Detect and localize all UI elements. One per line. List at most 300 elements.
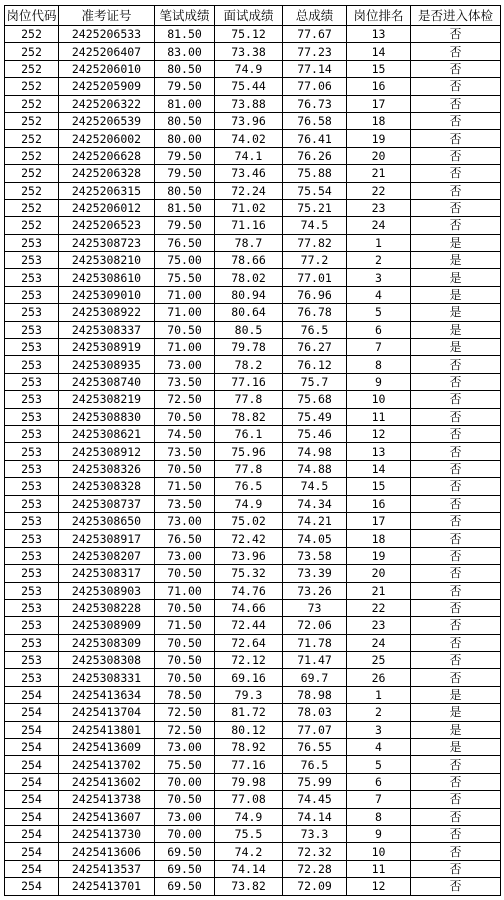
cell-exam-id: 2425308740: [59, 373, 155, 390]
cell-interview-score: 78.92: [215, 739, 283, 756]
cell-position-code: 254: [5, 704, 59, 721]
cell-total-score: 77.82: [283, 234, 347, 251]
cell-total-score: 72.32: [283, 843, 347, 860]
cell-written-score: 79.50: [155, 217, 215, 234]
cell-rank: 11: [347, 408, 411, 425]
cell-position-code: 253: [5, 634, 59, 651]
header-row: [5, 6, 501, 26]
cell-rank: 3: [347, 721, 411, 738]
cell-interview-score: 75.12: [215, 26, 283, 43]
cell-interview-score: 71.02: [215, 199, 283, 216]
cell-physical-exam: 否: [411, 512, 501, 529]
cell-interview-score: 80.64: [215, 304, 283, 321]
cell-interview-score: 79.78: [215, 339, 283, 356]
cell-physical-exam: 否: [411, 773, 501, 790]
cell-written-score: 75.50: [155, 269, 215, 286]
cell-exam-id: 2425413537: [59, 860, 155, 877]
cell-position-code: 252: [5, 182, 59, 199]
cell-position-code: 254: [5, 878, 59, 895]
cell-physical-exam: 否: [411, 425, 501, 442]
cell-rank: 9: [347, 825, 411, 842]
cell-written-score: 75.00: [155, 252, 215, 269]
cell-total-score: 73: [283, 599, 347, 616]
table-row: [5, 756, 501, 773]
cell-interview-score: 73.88: [215, 95, 283, 112]
cell-total-score: 78.98: [283, 686, 347, 703]
table-row: [5, 78, 501, 95]
cell-interview-score: 74.02: [215, 130, 283, 147]
cell-position-code: 253: [5, 547, 59, 564]
cell-written-score: 76.50: [155, 234, 215, 251]
cell-interview-score: 78.7: [215, 234, 283, 251]
cell-written-score: 71.50: [155, 617, 215, 634]
cell-physical-exam: 否: [411, 825, 501, 842]
cell-total-score: 73.26: [283, 582, 347, 599]
cell-written-score: 73.50: [155, 495, 215, 512]
cell-total-score: 76.55: [283, 739, 347, 756]
cell-position-code: 253: [5, 286, 59, 303]
cell-position-code: 252: [5, 199, 59, 216]
cell-position-code: 252: [5, 26, 59, 43]
cell-rank: 6: [347, 773, 411, 790]
cell-interview-score: 72.24: [215, 182, 283, 199]
cell-total-score: 76.96: [283, 286, 347, 303]
cell-written-score: 76.50: [155, 530, 215, 547]
cell-rank: 1: [347, 686, 411, 703]
cell-exam-id: 2425308309: [59, 634, 155, 651]
cell-position-code: 253: [5, 512, 59, 529]
table-row: [5, 304, 501, 321]
cell-physical-exam: 是: [411, 304, 501, 321]
cell-written-score: 70.50: [155, 791, 215, 808]
cell-position-code: 254: [5, 739, 59, 756]
cell-total-score: 76.12: [283, 356, 347, 373]
cell-rank: 17: [347, 95, 411, 112]
cell-physical-exam: 否: [411, 182, 501, 199]
cell-rank: 21: [347, 165, 411, 182]
cell-exam-id: 2425308328: [59, 478, 155, 495]
cell-written-score: 71.00: [155, 582, 215, 599]
cell-written-score: 70.50: [155, 460, 215, 477]
cell-exam-id: 2425308922: [59, 304, 155, 321]
table-row: [5, 460, 501, 477]
table-row: [5, 95, 501, 112]
table-row: [5, 356, 501, 373]
cell-physical-exam: 否: [411, 443, 501, 460]
cell-total-score: 77.01: [283, 269, 347, 286]
cell-interview-score: 73.82: [215, 878, 283, 895]
table-row: [5, 791, 501, 808]
cell-total-score: 76.73: [283, 95, 347, 112]
cell-exam-id: 2425308917: [59, 530, 155, 547]
cell-physical-exam: 是: [411, 721, 501, 738]
cell-interview-score: 71.16: [215, 217, 283, 234]
results-table: [4, 5, 501, 896]
cell-total-score: 73.39: [283, 565, 347, 582]
cell-position-code: 253: [5, 373, 59, 390]
cell-rank: 2: [347, 704, 411, 721]
cell-interview-score: 75.5: [215, 825, 283, 842]
cell-rank: 12: [347, 425, 411, 442]
cell-rank: 6: [347, 321, 411, 338]
cell-rank: 16: [347, 495, 411, 512]
cell-physical-exam: 是: [411, 339, 501, 356]
cell-written-score: 70.50: [155, 599, 215, 616]
cell-exam-id: 2425308912: [59, 443, 155, 460]
cell-rank: 8: [347, 808, 411, 825]
cell-interview-score: 78.2: [215, 356, 283, 373]
cell-physical-exam: 否: [411, 617, 501, 634]
cell-total-score: 74.88: [283, 460, 347, 477]
cell-total-score: 75.21: [283, 199, 347, 216]
cell-written-score: 81.50: [155, 26, 215, 43]
cell-physical-exam: 否: [411, 634, 501, 651]
cell-interview-score: 80.12: [215, 721, 283, 738]
cell-interview-score: 77.16: [215, 756, 283, 773]
cell-position-code: 253: [5, 252, 59, 269]
table-row: [5, 112, 501, 129]
cell-position-code: 252: [5, 60, 59, 77]
cell-written-score: 79.50: [155, 147, 215, 164]
cell-position-code: 253: [5, 356, 59, 373]
cell-total-score: 75.46: [283, 425, 347, 442]
cell-total-score: 77.06: [283, 78, 347, 95]
cell-position-code: 254: [5, 791, 59, 808]
cell-exam-id: 2425206322: [59, 95, 155, 112]
cell-exam-id: 2425308903: [59, 582, 155, 599]
table-body: [5, 26, 501, 896]
cell-position-code: 254: [5, 860, 59, 877]
cell-written-score: 75.50: [155, 756, 215, 773]
cell-physical-exam: 否: [411, 130, 501, 147]
cell-physical-exam: 否: [411, 652, 501, 669]
table-row: [5, 669, 501, 686]
cell-written-score: 70.50: [155, 634, 215, 651]
cell-position-code: 252: [5, 112, 59, 129]
cell-total-score: 75.54: [283, 182, 347, 199]
cell-physical-exam: 否: [411, 391, 501, 408]
header-interview-score: 面试成绩: [215, 6, 283, 26]
table-row: [5, 147, 501, 164]
cell-exam-id: 2425413634: [59, 686, 155, 703]
cell-interview-score: 74.2: [215, 843, 283, 860]
table-row: [5, 43, 501, 60]
table-row: [5, 182, 501, 199]
table-row: [5, 565, 501, 582]
cell-interview-score: 74.9: [215, 60, 283, 77]
cell-rank: 5: [347, 756, 411, 773]
cell-rank: 11: [347, 860, 411, 877]
cell-position-code: 252: [5, 147, 59, 164]
cell-exam-id: 2425308909: [59, 617, 155, 634]
table-row: [5, 773, 501, 790]
cell-position-code: 253: [5, 652, 59, 669]
cell-exam-id: 2425206315: [59, 182, 155, 199]
cell-position-code: 253: [5, 530, 59, 547]
cell-position-code: 253: [5, 321, 59, 338]
cell-interview-score: 78.66: [215, 252, 283, 269]
cell-rank: 10: [347, 843, 411, 860]
cell-interview-score: 74.76: [215, 582, 283, 599]
cell-rank: 20: [347, 565, 411, 582]
cell-physical-exam: 否: [411, 95, 501, 112]
cell-written-score: 73.00: [155, 547, 215, 564]
cell-physical-exam: 否: [411, 26, 501, 43]
cell-interview-score: 74.1: [215, 147, 283, 164]
cell-position-code: 253: [5, 269, 59, 286]
table-row: [5, 495, 501, 512]
cell-interview-score: 77.08: [215, 791, 283, 808]
cell-written-score: 69.50: [155, 860, 215, 877]
table-row: [5, 686, 501, 703]
cell-interview-score: 75.44: [215, 78, 283, 95]
cell-total-score: 75.68: [283, 391, 347, 408]
cell-position-code: 253: [5, 391, 59, 408]
cell-physical-exam: 否: [411, 791, 501, 808]
cell-rank: 18: [347, 530, 411, 547]
cell-interview-score: 78.82: [215, 408, 283, 425]
cell-total-score: 78.03: [283, 704, 347, 721]
cell-exam-id: 2425206407: [59, 43, 155, 60]
cell-exam-id: 2425309010: [59, 286, 155, 303]
cell-position-code: 253: [5, 234, 59, 251]
cell-position-code: 254: [5, 843, 59, 860]
table-row: [5, 547, 501, 564]
cell-physical-exam: 是: [411, 234, 501, 251]
cell-rank: 22: [347, 182, 411, 199]
cell-total-score: 75.88: [283, 165, 347, 182]
cell-interview-score: 74.66: [215, 599, 283, 616]
cell-rank: 19: [347, 547, 411, 564]
cell-position-code: 254: [5, 721, 59, 738]
cell-rank: 17: [347, 512, 411, 529]
cell-written-score: 70.50: [155, 669, 215, 686]
cell-total-score: 74.34: [283, 495, 347, 512]
cell-total-score: 73.3: [283, 825, 347, 842]
cell-position-code: 253: [5, 669, 59, 686]
cell-total-score: 74.14: [283, 808, 347, 825]
cell-interview-score: 74.9: [215, 495, 283, 512]
cell-interview-score: 77.8: [215, 460, 283, 477]
cell-exam-id: 2425308650: [59, 512, 155, 529]
table-row: [5, 582, 501, 599]
cell-exam-id: 2425206523: [59, 217, 155, 234]
cell-written-score: 73.50: [155, 373, 215, 390]
cell-interview-score: 79.98: [215, 773, 283, 790]
table-row: [5, 599, 501, 616]
cell-exam-id: 2425308308: [59, 652, 155, 669]
cell-written-score: 69.50: [155, 843, 215, 860]
cell-exam-id: 2425308331: [59, 669, 155, 686]
cell-written-score: 79.50: [155, 165, 215, 182]
cell-written-score: 71.00: [155, 286, 215, 303]
cell-physical-exam: 否: [411, 112, 501, 129]
cell-written-score: 69.50: [155, 878, 215, 895]
table-row: [5, 269, 501, 286]
cell-total-score: 77.2: [283, 252, 347, 269]
cell-written-score: 70.50: [155, 652, 215, 669]
cell-position-code: 254: [5, 825, 59, 842]
cell-physical-exam: 是: [411, 686, 501, 703]
cell-position-code: 253: [5, 339, 59, 356]
cell-physical-exam: 否: [411, 530, 501, 547]
table-row: [5, 130, 501, 147]
cell-total-score: 74.05: [283, 530, 347, 547]
cell-physical-exam: 否: [411, 356, 501, 373]
header-exam-id: 准考证号: [59, 6, 155, 26]
cell-exam-id: 2425413609: [59, 739, 155, 756]
cell-interview-score: 75.96: [215, 443, 283, 460]
cell-total-score: 72.06: [283, 617, 347, 634]
cell-interview-score: 74.14: [215, 860, 283, 877]
table-row: [5, 60, 501, 77]
cell-interview-score: 72.42: [215, 530, 283, 547]
cell-rank: 5: [347, 304, 411, 321]
cell-total-score: 74.5: [283, 217, 347, 234]
header-physical-exam: 是否进入体检: [411, 6, 501, 26]
cell-interview-score: 76.1: [215, 425, 283, 442]
cell-total-score: 76.26: [283, 147, 347, 164]
cell-exam-id: 2425206010: [59, 60, 155, 77]
cell-written-score: 72.50: [155, 704, 215, 721]
cell-position-code: 252: [5, 78, 59, 95]
cell-physical-exam: 否: [411, 843, 501, 860]
cell-rank: 13: [347, 443, 411, 460]
cell-written-score: 70.00: [155, 773, 215, 790]
cell-rank: 25: [347, 652, 411, 669]
cell-physical-exam: 否: [411, 147, 501, 164]
cell-position-code: 253: [5, 565, 59, 582]
cell-exam-id: 2425308210: [59, 252, 155, 269]
cell-rank: 15: [347, 478, 411, 495]
cell-exam-id: 2425206328: [59, 165, 155, 182]
cell-exam-id: 2425206533: [59, 26, 155, 43]
cell-exam-id: 2425206002: [59, 130, 155, 147]
cell-exam-id: 2425308737: [59, 495, 155, 512]
cell-physical-exam: 否: [411, 756, 501, 773]
cell-written-score: 80.50: [155, 60, 215, 77]
cell-total-score: 77.67: [283, 26, 347, 43]
cell-exam-id: 2425308219: [59, 391, 155, 408]
cell-physical-exam: 否: [411, 565, 501, 582]
cell-rank: 19: [347, 130, 411, 147]
table-row: [5, 286, 501, 303]
cell-position-code: 253: [5, 478, 59, 495]
cell-rank: 16: [347, 78, 411, 95]
cell-total-score: 73.58: [283, 547, 347, 564]
cell-physical-exam: 否: [411, 495, 501, 512]
cell-written-score: 73.00: [155, 808, 215, 825]
cell-written-score: 70.00: [155, 825, 215, 842]
cell-rank: 8: [347, 356, 411, 373]
cell-physical-exam: 否: [411, 599, 501, 616]
cell-physical-exam: 否: [411, 165, 501, 182]
cell-total-score: 71.78: [283, 634, 347, 651]
cell-interview-score: 74.9: [215, 808, 283, 825]
cell-total-score: 75.99: [283, 773, 347, 790]
cell-rank: 10: [347, 391, 411, 408]
cell-exam-id: 2425308207: [59, 547, 155, 564]
cell-total-score: 76.78: [283, 304, 347, 321]
cell-written-score: 70.50: [155, 565, 215, 582]
cell-written-score: 73.00: [155, 739, 215, 756]
cell-total-score: 76.27: [283, 339, 347, 356]
cell-physical-exam: 是: [411, 269, 501, 286]
table-row: [5, 478, 501, 495]
cell-position-code: 252: [5, 130, 59, 147]
cell-position-code: 253: [5, 582, 59, 599]
cell-position-code: 253: [5, 408, 59, 425]
cell-written-score: 70.50: [155, 408, 215, 425]
cell-total-score: 74.98: [283, 443, 347, 460]
table-row: [5, 739, 501, 756]
cell-exam-id: 2425206012: [59, 199, 155, 216]
cell-physical-exam: 否: [411, 808, 501, 825]
cell-exam-id: 2425308610: [59, 269, 155, 286]
cell-physical-exam: 否: [411, 373, 501, 390]
cell-physical-exam: 否: [411, 478, 501, 495]
cell-rank: 24: [347, 634, 411, 651]
table-row: [5, 634, 501, 651]
cell-rank: 7: [347, 339, 411, 356]
cell-position-code: 252: [5, 43, 59, 60]
cell-total-score: 76.41: [283, 130, 347, 147]
table-row: [5, 878, 501, 895]
cell-written-score: 73.00: [155, 356, 215, 373]
cell-total-score: 75.7: [283, 373, 347, 390]
cell-written-score: 74.50: [155, 425, 215, 442]
cell-interview-score: 73.96: [215, 112, 283, 129]
table-row: [5, 652, 501, 669]
cell-written-score: 71.50: [155, 478, 215, 495]
cell-physical-exam: 否: [411, 860, 501, 877]
cell-interview-score: 77.8: [215, 391, 283, 408]
cell-total-score: 75.49: [283, 408, 347, 425]
cell-written-score: 78.50: [155, 686, 215, 703]
cell-physical-exam: 否: [411, 43, 501, 60]
cell-rank: 22: [347, 599, 411, 616]
cell-rank: 23: [347, 199, 411, 216]
cell-exam-id: 2425308935: [59, 356, 155, 373]
cell-interview-score: 73.38: [215, 43, 283, 60]
cell-written-score: 72.50: [155, 721, 215, 738]
cell-rank: 2: [347, 252, 411, 269]
cell-written-score: 81.50: [155, 199, 215, 216]
cell-rank: 21: [347, 582, 411, 599]
results-sheet: [4, 5, 500, 896]
table-row: [5, 165, 501, 182]
cell-written-score: 73.50: [155, 443, 215, 460]
cell-total-score: 76.5: [283, 321, 347, 338]
cell-exam-id: 2425413606: [59, 843, 155, 860]
cell-rank: 4: [347, 286, 411, 303]
table-row: [5, 704, 501, 721]
cell-total-score: 77.14: [283, 60, 347, 77]
cell-position-code: 253: [5, 460, 59, 477]
cell-total-score: 77.07: [283, 721, 347, 738]
cell-exam-id: 2425413801: [59, 721, 155, 738]
cell-rank: 23: [347, 617, 411, 634]
cell-written-score: 80.50: [155, 112, 215, 129]
cell-total-score: 74.21: [283, 512, 347, 529]
cell-written-score: 73.00: [155, 512, 215, 529]
cell-physical-exam: 否: [411, 199, 501, 216]
cell-exam-id: 2425413702: [59, 756, 155, 773]
cell-physical-exam: 否: [411, 60, 501, 77]
cell-exam-id: 2425308830: [59, 408, 155, 425]
cell-position-code: 253: [5, 617, 59, 634]
cell-position-code: 254: [5, 773, 59, 790]
